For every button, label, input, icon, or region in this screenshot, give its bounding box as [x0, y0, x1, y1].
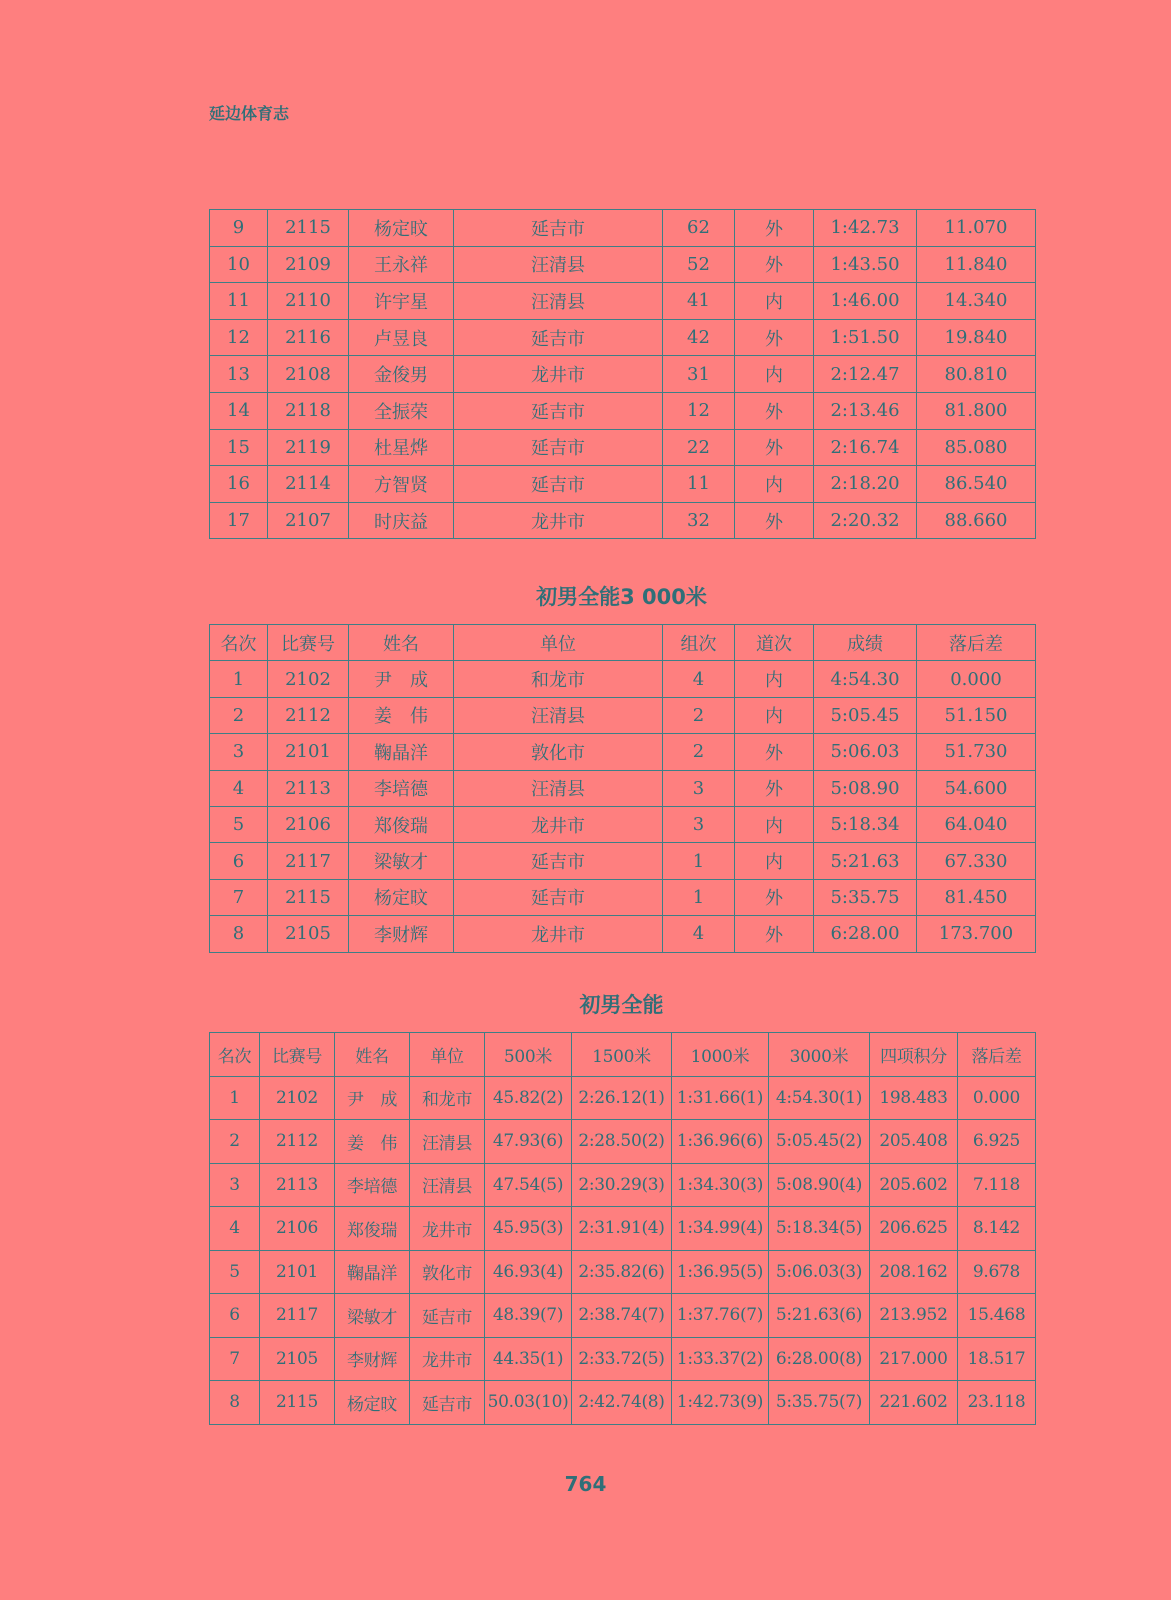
table-cell: 2:42.74(8) [572, 1381, 672, 1425]
table-row [210, 1120, 1036, 1164]
table-cell: 李财辉 [335, 1337, 410, 1381]
table-cell: 19.840 [917, 319, 1036, 356]
table-cell: 14 [210, 392, 268, 429]
table-row [210, 734, 1036, 770]
table-cell: 汪清县 [454, 283, 663, 320]
table-cell: 2105 [260, 1337, 335, 1381]
table-row [210, 806, 1036, 842]
table-cell: 外 [735, 916, 814, 952]
table-cell: 2106 [260, 1207, 335, 1251]
table-cell: 1:42.73 [814, 210, 917, 247]
table-cell: 11 [663, 466, 735, 503]
table-cell: 0.000 [917, 661, 1036, 697]
table-cell: 1:51.50 [814, 319, 917, 356]
table-cell: 2107 [268, 502, 349, 539]
column-header: 1500米 [572, 1033, 672, 1077]
table-cell: 延吉市 [410, 1381, 485, 1425]
results-table-allround [209, 1032, 1036, 1425]
table-cell: 龙井市 [410, 1337, 485, 1381]
column-header: 单位 [454, 625, 663, 661]
table-cell: 44.35(1) [485, 1337, 572, 1381]
table-cell: 1:43.50 [814, 246, 917, 283]
table-cell: 延吉市 [454, 466, 663, 503]
table-cell: 54.600 [917, 770, 1036, 806]
table-cell: 王永祥 [349, 246, 454, 283]
table-row [210, 319, 1036, 356]
table-cell: 外 [735, 502, 814, 539]
table-cell: 42 [663, 319, 735, 356]
table-cell: 13 [210, 356, 268, 393]
table-cell: 5:08.90(4) [769, 1163, 870, 1207]
page-number: 764 [564, 1472, 607, 1496]
table-cell: 2101 [260, 1250, 335, 1294]
table-cell: 龙井市 [454, 916, 663, 952]
table-cell: 2 [210, 697, 268, 733]
table-cell: 2:20.32 [814, 502, 917, 539]
table-cell: 内 [735, 661, 814, 697]
table-row [210, 502, 1036, 539]
table-row [210, 879, 1036, 915]
table-cell: 8.142 [958, 1207, 1036, 1251]
table-cell: 延吉市 [454, 392, 663, 429]
table-cell: 1 [210, 1076, 260, 1120]
table-row [210, 466, 1036, 503]
table-cell: 2117 [268, 843, 349, 879]
table-cell: 9.678 [958, 1250, 1036, 1294]
table-cell: 4 [210, 770, 268, 806]
table-cell: 11 [210, 283, 268, 320]
table-cell: 2110 [268, 283, 349, 320]
table-cell: 47.54(5) [485, 1163, 572, 1207]
table-cell: 4:54.30(1) [769, 1076, 870, 1120]
table-cell: 5:05.45(2) [769, 1120, 870, 1164]
table-cell: 6 [210, 1294, 260, 1338]
table-cell: 62 [663, 210, 735, 247]
table-cell: 2:18.20 [814, 466, 917, 503]
table-cell: 汪清县 [410, 1120, 485, 1164]
table-cell: 2 [663, 734, 735, 770]
table-cell: 外 [735, 392, 814, 429]
table-row [210, 246, 1036, 283]
table-cell: 16 [210, 466, 268, 503]
table-cell: 1:36.96(6) [672, 1120, 769, 1164]
table-cell: 6.925 [958, 1120, 1036, 1164]
column-header: 落后差 [917, 625, 1036, 661]
table-cell: 1:42.73(9) [672, 1381, 769, 1425]
table-cell: 0.000 [958, 1076, 1036, 1120]
column-header: 道次 [735, 625, 814, 661]
table-cell: 1:46.00 [814, 283, 917, 320]
table-cell: 全振荣 [349, 392, 454, 429]
column-header: 比赛号 [268, 625, 349, 661]
table-cell: 汪清县 [410, 1163, 485, 1207]
table-cell: 5:35.75(7) [769, 1381, 870, 1425]
table-cell: 鞠晶洋 [349, 734, 454, 770]
table-cell: 23.118 [958, 1381, 1036, 1425]
table-cell: 梁敏才 [349, 843, 454, 879]
table-cell: 龙井市 [454, 806, 663, 842]
table-cell: 李培德 [349, 770, 454, 806]
table-cell: 杨定旼 [349, 210, 454, 247]
table-cell: 李财辉 [349, 916, 454, 952]
table-cell: 姜 伟 [349, 697, 454, 733]
table-row [210, 770, 1036, 806]
table-cell: 1:33.37(2) [672, 1337, 769, 1381]
table-cell: 5:05.45 [814, 697, 917, 733]
table-cell: 22 [663, 429, 735, 466]
column-header: 3000米 [769, 1033, 870, 1077]
table-cell: 31 [663, 356, 735, 393]
column-header: 名次 [210, 625, 268, 661]
table-cell: 内 [735, 283, 814, 320]
column-header: 姓名 [335, 1033, 410, 1077]
table-cell: 15 [210, 429, 268, 466]
table-cell: 3 [210, 1163, 260, 1207]
table-cell: 延吉市 [454, 429, 663, 466]
column-header: 落后差 [958, 1033, 1036, 1077]
table-cell: 206.625 [870, 1207, 958, 1251]
table-cell: 7.118 [958, 1163, 1036, 1207]
table-cell: 外 [735, 246, 814, 283]
table-cell: 14.340 [917, 283, 1036, 320]
table-cell: 67.330 [917, 843, 1036, 879]
table-header [210, 625, 1036, 661]
table-cell: 45.82(2) [485, 1076, 572, 1120]
table-cell: 金俊男 [349, 356, 454, 393]
table-cell: 时庆益 [349, 502, 454, 539]
table-cell: 32 [663, 502, 735, 539]
table-cell: 2:28.50(2) [572, 1120, 672, 1164]
table-row [210, 1337, 1036, 1381]
table-cell: 2:16.74 [814, 429, 917, 466]
table-cell: 11.840 [917, 246, 1036, 283]
table-row [210, 1381, 1036, 1425]
table-row [210, 283, 1036, 320]
table-cell: 45.95(3) [485, 1207, 572, 1251]
results-table-continued [209, 209, 1036, 539]
table-cell: 2112 [268, 697, 349, 733]
table-row [210, 392, 1036, 429]
table-cell: 郑俊瑞 [335, 1207, 410, 1251]
table-body [210, 1076, 1036, 1424]
table-cell: 2113 [260, 1163, 335, 1207]
table-cell: 内 [735, 806, 814, 842]
column-header: 1000米 [672, 1033, 769, 1077]
table-cell: 1 [663, 843, 735, 879]
table-cell: 213.952 [870, 1294, 958, 1338]
table-cell: 2105 [268, 916, 349, 952]
table-cell: 延吉市 [454, 210, 663, 247]
table-cell: 外 [735, 429, 814, 466]
table-row [210, 1294, 1036, 1338]
table-cell: 10 [210, 246, 268, 283]
table-cell: 方智贤 [349, 466, 454, 503]
column-header: 组次 [663, 625, 735, 661]
header-row [210, 1033, 1036, 1077]
table-cell: 2:12.47 [814, 356, 917, 393]
table-row [210, 356, 1036, 393]
table-row [210, 210, 1036, 247]
table-cell: 85.080 [917, 429, 1036, 466]
table-cell: 内 [735, 356, 814, 393]
table-cell: 12 [210, 319, 268, 356]
table-row [210, 697, 1036, 733]
table-cell: 205.408 [870, 1120, 958, 1164]
table-cell: 鞠晶洋 [335, 1250, 410, 1294]
table-cell: 51.150 [917, 697, 1036, 733]
table-cell: 2119 [268, 429, 349, 466]
table-cell: 173.700 [917, 916, 1036, 952]
table-row [210, 1207, 1036, 1251]
table-cell: 2112 [260, 1120, 335, 1164]
table-cell: 外 [735, 734, 814, 770]
table-cell: 2115 [268, 879, 349, 915]
table-cell: 内 [735, 466, 814, 503]
table-cell: 4 [663, 661, 735, 697]
table-cell: 2:30.29(3) [572, 1163, 672, 1207]
table-cell: 5:06.03(3) [769, 1250, 870, 1294]
table-cell: 2101 [268, 734, 349, 770]
table-cell: 2102 [260, 1076, 335, 1120]
table-cell: 敦化市 [410, 1250, 485, 1294]
table-cell: 2115 [260, 1381, 335, 1425]
table-cell: 外 [735, 210, 814, 247]
table-cell: 2:38.74(7) [572, 1294, 672, 1338]
table-cell: 9 [210, 210, 268, 247]
table-cell: 姜 伟 [335, 1120, 410, 1164]
table-cell: 5:21.63(6) [769, 1294, 870, 1338]
table-cell: 50.03(10) [485, 1381, 572, 1425]
table-cell: 4 [210, 1207, 260, 1251]
table-cell: 8 [210, 916, 268, 952]
table-cell: 尹 成 [349, 661, 454, 697]
table-cell: 外 [735, 770, 814, 806]
table-cell: 2:26.12(1) [572, 1076, 672, 1120]
table-cell: 延吉市 [454, 843, 663, 879]
table-cell: 龙井市 [454, 356, 663, 393]
table-cell: 48.39(7) [485, 1294, 572, 1338]
table-cell: 2113 [268, 770, 349, 806]
table-cell: 5:18.34 [814, 806, 917, 842]
column-header: 单位 [410, 1033, 485, 1077]
column-header: 比赛号 [260, 1033, 335, 1077]
table-cell: 梁敏才 [335, 1294, 410, 1338]
table-row [210, 429, 1036, 466]
table-cell: 2114 [268, 466, 349, 503]
table-cell: 7 [210, 1337, 260, 1381]
table-cell: 龙井市 [410, 1207, 485, 1251]
table-cell: 205.602 [870, 1163, 958, 1207]
table-cell: 汪清县 [454, 770, 663, 806]
table-cell: 5:06.03 [814, 734, 917, 770]
table-cell: 4:54.30 [814, 661, 917, 697]
table-cell: 1:37.76(7) [672, 1294, 769, 1338]
table-cell: 2109 [268, 246, 349, 283]
table-cell: 2 [210, 1120, 260, 1164]
table-cell: 6:28.00(8) [769, 1337, 870, 1381]
table-cell: 延吉市 [454, 319, 663, 356]
table-cell: 7 [210, 879, 268, 915]
table-cell: 2106 [268, 806, 349, 842]
table-cell: 51.730 [917, 734, 1036, 770]
table-cell: 1:34.99(4) [672, 1207, 769, 1251]
table-cell: 5:08.90 [814, 770, 917, 806]
column-header: 姓名 [349, 625, 454, 661]
table-cell: 2:35.82(6) [572, 1250, 672, 1294]
results-table-3000m [209, 624, 1036, 953]
table-cell: 81.800 [917, 392, 1036, 429]
table-cell: 8 [210, 1381, 260, 1425]
table-cell: 内 [735, 697, 814, 733]
table-cell: 郑俊瑞 [349, 806, 454, 842]
table-cell: 尹 成 [335, 1076, 410, 1120]
table-cell: 3 [663, 806, 735, 842]
table-cell: 5:18.34(5) [769, 1207, 870, 1251]
table-cell: 许宇星 [349, 283, 454, 320]
table-cell: 2108 [268, 356, 349, 393]
table-cell: 汪清县 [454, 246, 663, 283]
table-cell: 81.450 [917, 879, 1036, 915]
table-cell: 221.602 [870, 1381, 958, 1425]
section-title-3000m: 初男全能3 000米 [536, 585, 707, 609]
table-cell: 3 [663, 770, 735, 806]
table-row [210, 1076, 1036, 1120]
table-row [210, 843, 1036, 879]
table-body [210, 661, 1036, 952]
table-cell: 敦化市 [454, 734, 663, 770]
table-cell: 李培德 [335, 1163, 410, 1207]
table-cell: 46.93(4) [485, 1250, 572, 1294]
table-cell: 和龙市 [410, 1076, 485, 1120]
table-cell: 2 [663, 697, 735, 733]
table-cell: 5 [210, 806, 268, 842]
table-cell: 64.040 [917, 806, 1036, 842]
table-cell: 5 [210, 1250, 260, 1294]
table-cell: 2118 [268, 392, 349, 429]
table-cell: 6 [210, 843, 268, 879]
table-cell: 2102 [268, 661, 349, 697]
table-row [210, 916, 1036, 952]
table-cell: 47.93(6) [485, 1120, 572, 1164]
table-cell: 5:21.63 [814, 843, 917, 879]
table-cell: 15.468 [958, 1294, 1036, 1338]
table-cell: 卢昱良 [349, 319, 454, 356]
table-cell: 18.517 [958, 1337, 1036, 1381]
table-cell: 2:13.46 [814, 392, 917, 429]
table-cell: 88.660 [917, 502, 1036, 539]
table-cell: 52 [663, 246, 735, 283]
running-head: 延边体育志 [209, 104, 290, 123]
table-cell: 1:31.66(1) [672, 1076, 769, 1120]
table-cell: 208.162 [870, 1250, 958, 1294]
table-cell: 1:34.30(3) [672, 1163, 769, 1207]
table-cell: 5:35.75 [814, 879, 917, 915]
table-cell: 内 [735, 843, 814, 879]
table-cell: 11.070 [917, 210, 1036, 247]
table-cell: 217.000 [870, 1337, 958, 1381]
table-cell: 12 [663, 392, 735, 429]
table-cell: 龙井市 [454, 502, 663, 539]
table-cell: 和龙市 [454, 661, 663, 697]
header-row [210, 625, 1036, 661]
table-cell: 2117 [260, 1294, 335, 1338]
column-header: 名次 [210, 1033, 260, 1077]
table-cell: 2:31.91(4) [572, 1207, 672, 1251]
table-cell: 汪清县 [454, 697, 663, 733]
table-header [210, 1033, 1036, 1077]
table-cell: 2116 [268, 319, 349, 356]
table-cell: 杜星烨 [349, 429, 454, 466]
table-cell: 17 [210, 502, 268, 539]
table-cell: 80.810 [917, 356, 1036, 393]
table-cell: 4 [663, 916, 735, 952]
table-row [210, 1250, 1036, 1294]
table-cell: 198.483 [870, 1076, 958, 1120]
table-cell: 1 [663, 879, 735, 915]
table-cell: 1 [210, 661, 268, 697]
table-cell: 杨定旼 [349, 879, 454, 915]
table-cell: 2:33.72(5) [572, 1337, 672, 1381]
table-cell: 外 [735, 319, 814, 356]
table-body [210, 210, 1036, 539]
table-cell: 6:28.00 [814, 916, 917, 952]
table-cell: 1:36.95(5) [672, 1250, 769, 1294]
table-cell: 3 [210, 734, 268, 770]
table-cell: 延吉市 [410, 1294, 485, 1338]
column-header: 500米 [485, 1033, 572, 1077]
column-header: 成绩 [814, 625, 917, 661]
column-header: 四项积分 [870, 1033, 958, 1077]
table-row [210, 661, 1036, 697]
section-title-allround: 初男全能 [579, 993, 664, 1017]
table-cell: 外 [735, 879, 814, 915]
table-cell: 2115 [268, 210, 349, 247]
table-cell: 86.540 [917, 466, 1036, 503]
table-row [210, 1163, 1036, 1207]
table-cell: 杨定旼 [335, 1381, 410, 1425]
table-cell: 41 [663, 283, 735, 320]
table-cell: 延吉市 [454, 879, 663, 915]
